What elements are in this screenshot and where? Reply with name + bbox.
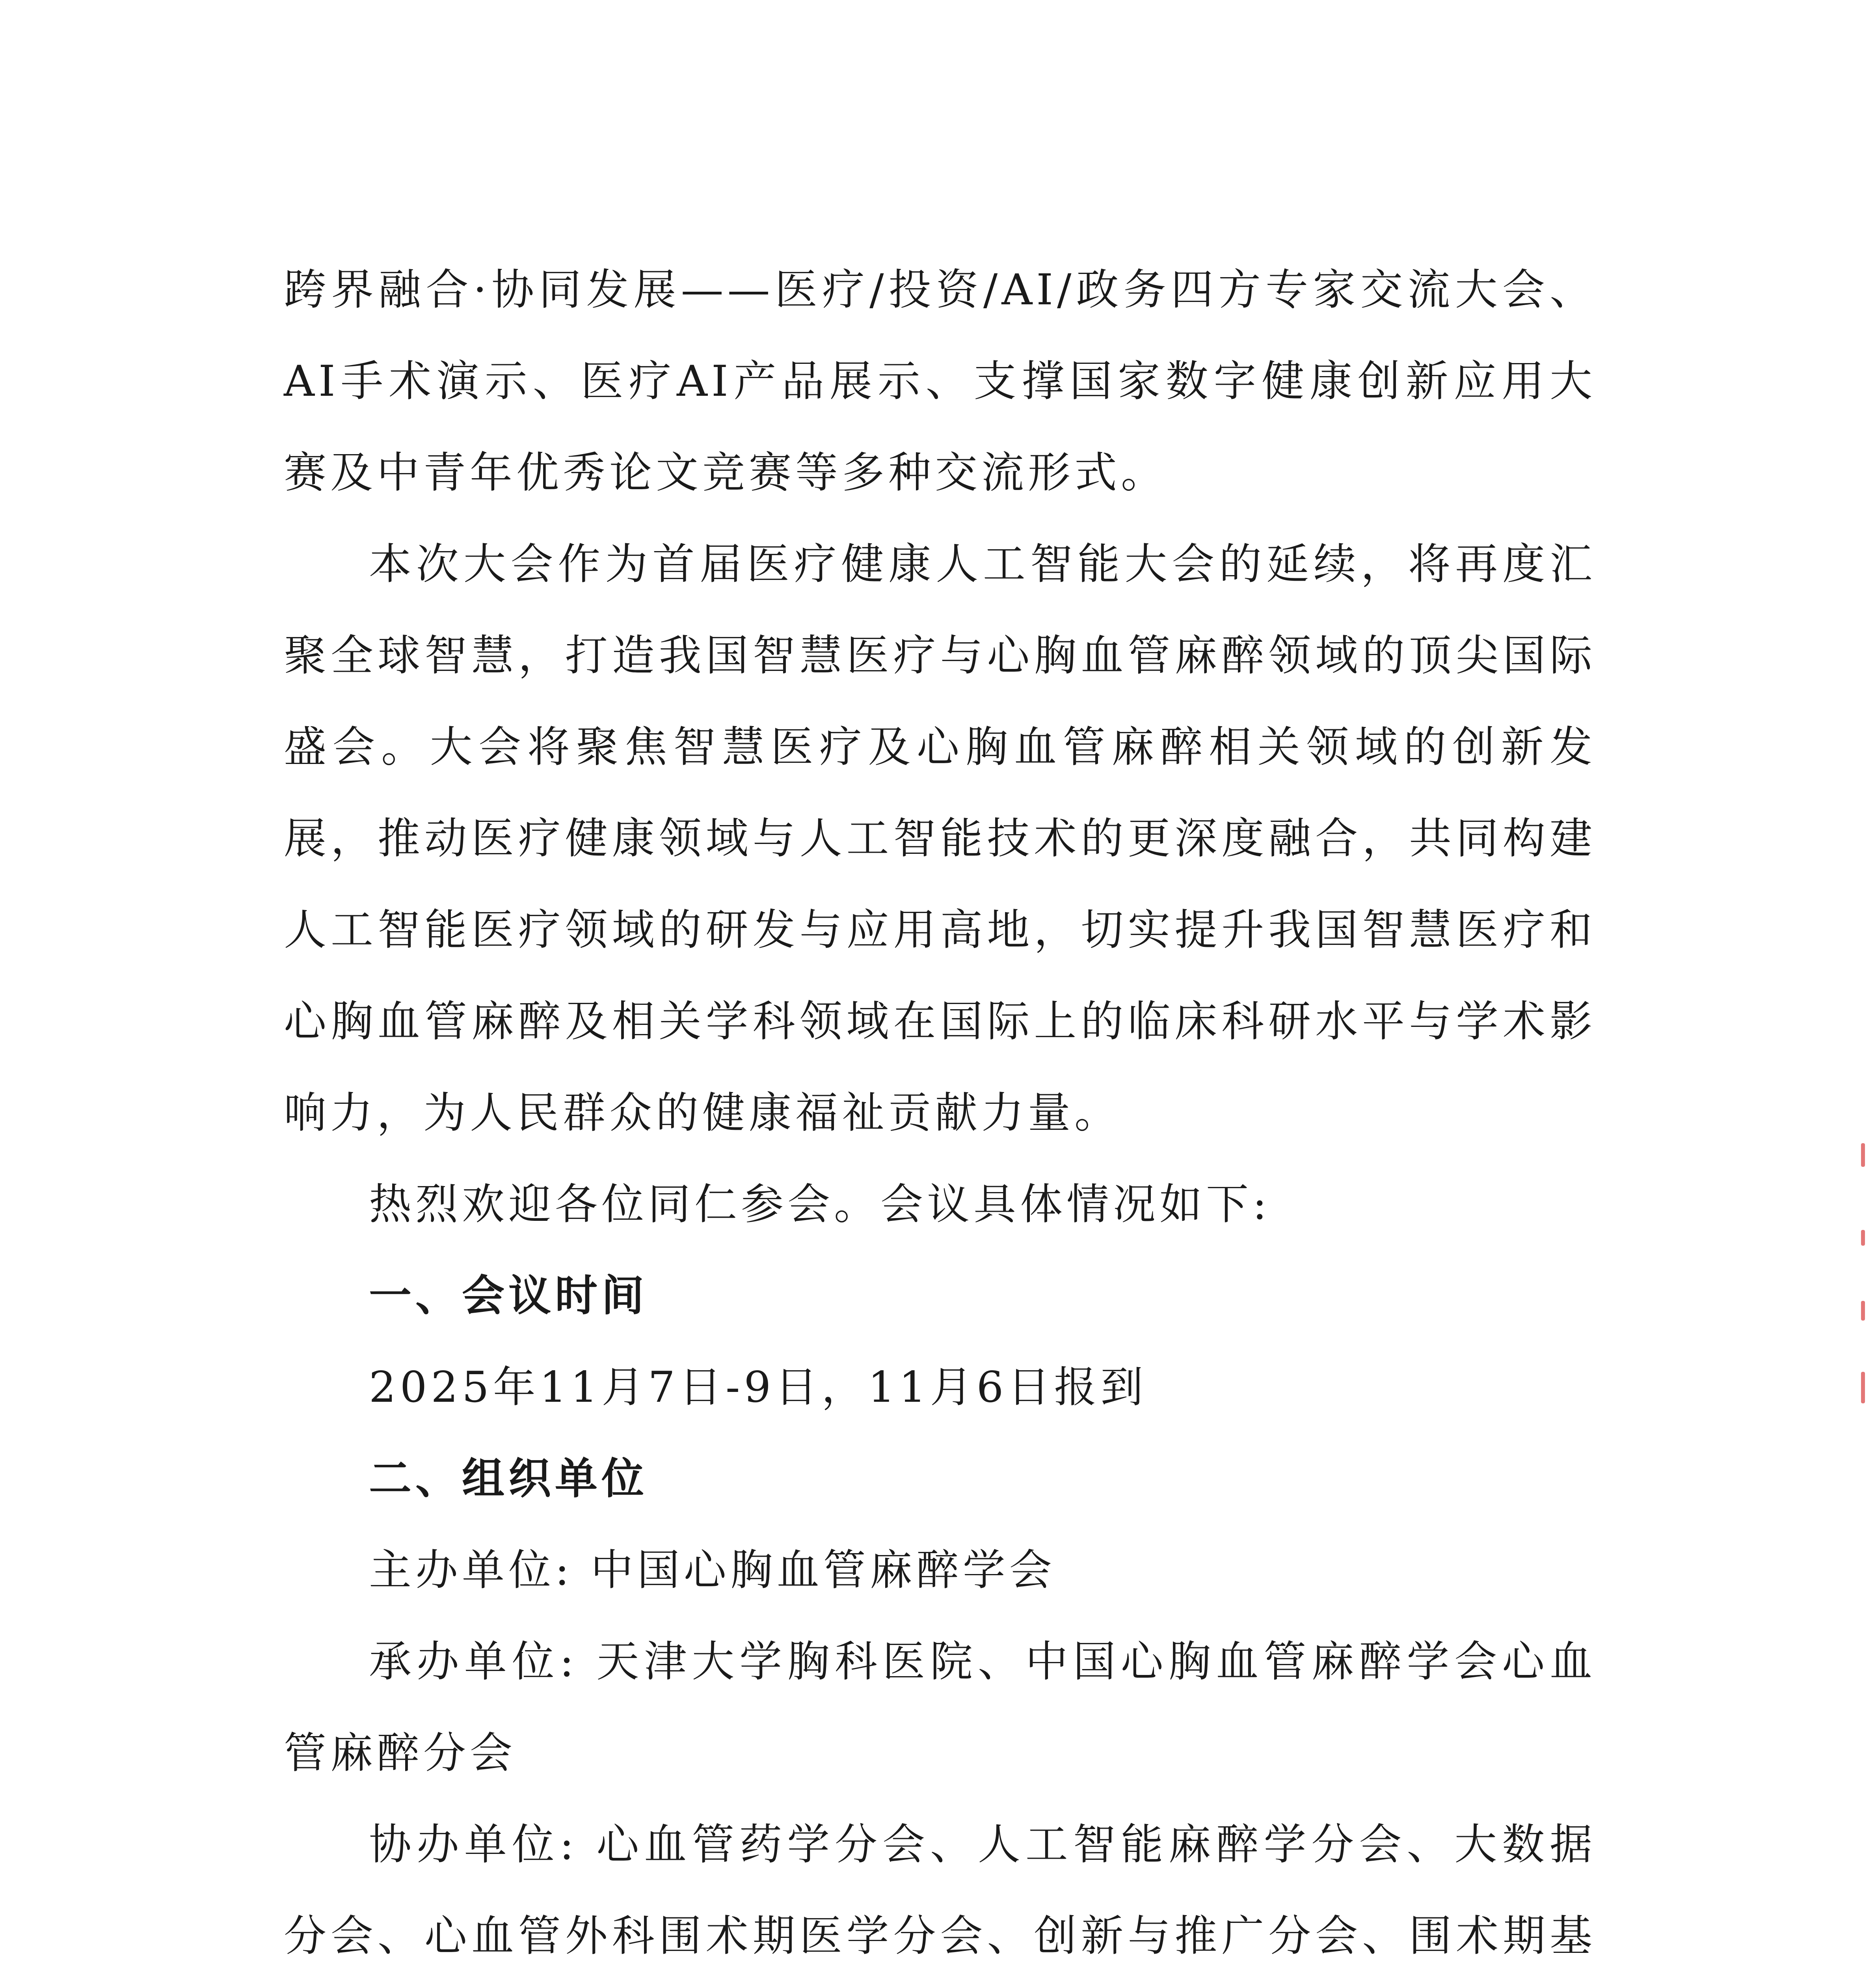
paragraph-co-organizers: 协办单位: 心血管药学分会、人工智能麻醉学分会、大数据分会、心血管外科围术期医学分会、创新与推广分会、围术期基 xyxy=(284,1820,1596,1961)
red-edge-mark xyxy=(1861,1143,1865,1167)
red-edge-mark xyxy=(1861,1301,1865,1321)
paragraph-host-organization: 主办单位: 中国心胸血管麻醉学会 xyxy=(369,1546,1056,1595)
document-body xyxy=(284,244,1596,1971)
heading-organizers: 二、组织单位 xyxy=(369,1454,648,1503)
paragraph-meeting-date: 2025年11月7日-9日，11月6日报到 xyxy=(369,1363,1147,1412)
paragraph-organizing-units: 承办单位: 天津大学胸科医院、中国心胸血管麻醉学会心血管麻醉分会 xyxy=(284,1637,1596,1778)
heading-meeting-time: 一、会议时间 xyxy=(369,1271,648,1321)
red-edge-mark xyxy=(1861,1372,1865,1403)
paragraph-conference-purpose: 本次大会作为首届医疗健康人工智能大会的延续，将再度汇聚全球智慧，打造我国智慧医疗与心胸血管麻醉领域的顶尖国际盛会。大会将聚焦智慧医疗及心胸血管麻醉相关领域的创新发展，推动医疗健康领域与人工智能技术的更深度融合，共同构建人工智能医疗领域的研发与应用高地，切实提升我国智慧医疗和心胸血管麻醉及相关学科领域在国际上的临床科研水平与学术影响力，为人民群众的健康福祉贡献力量。 xyxy=(284,540,1596,1138)
paragraph-welcome: 热烈欢迎各位同仁参会。会议具体情况如下: xyxy=(369,1180,1271,1229)
paragraph-continued-intro: 跨界融合·协同发展——医疗/投资/AI/政务四方专家交流大会、AI手术演示、医疗AI产品展示、支撑国家数字健康创新应用大赛及中青年优秀论文竞赛等多种交流形式。 xyxy=(284,265,1596,497)
red-edge-mark xyxy=(1861,1230,1865,1246)
